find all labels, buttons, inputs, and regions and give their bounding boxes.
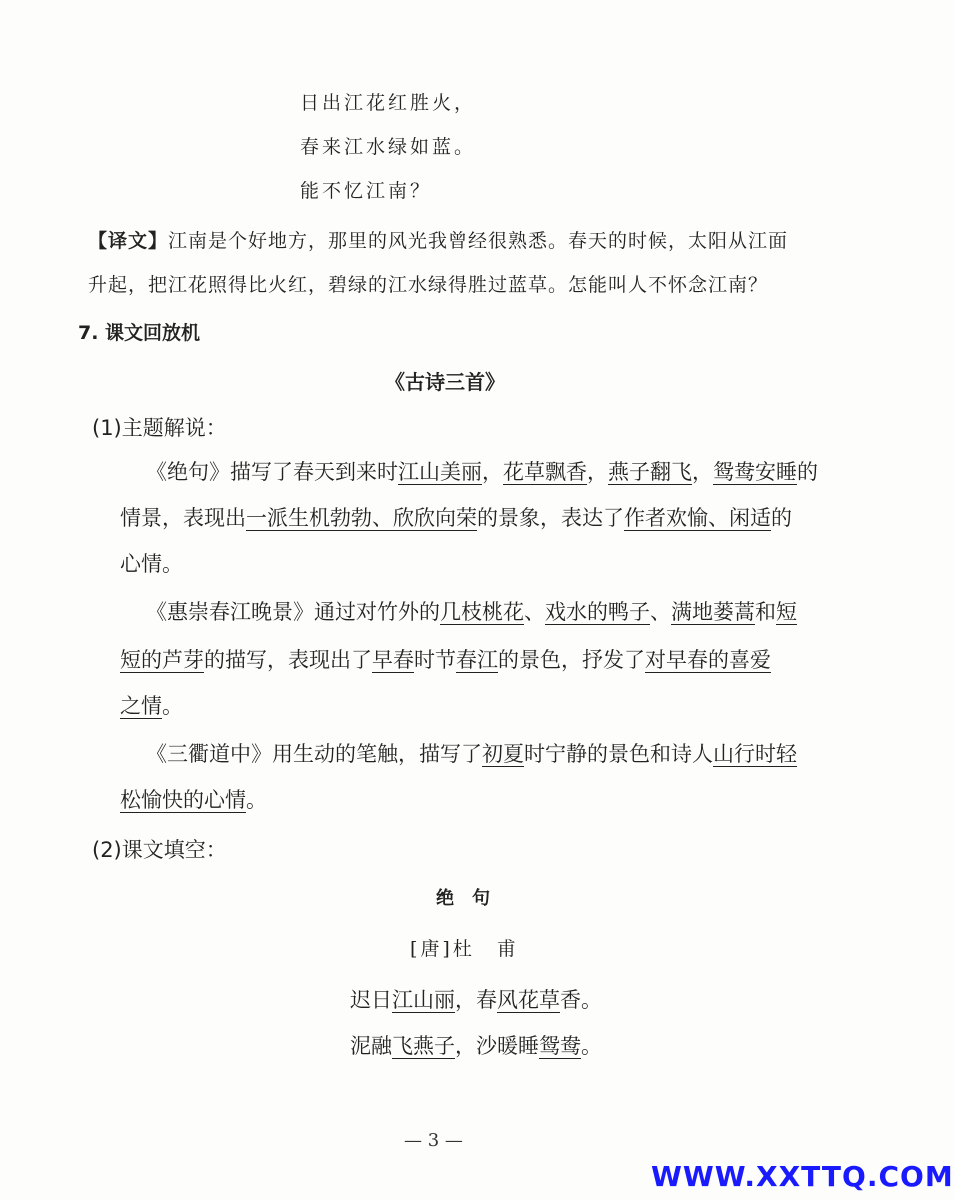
paragraph-1-line-3: 心情。 [120, 552, 183, 576]
translation-line-1: 【译文】江南是个好地方，那里的风光我曾经很熟悉。春天的时候，太阳从江面 [88, 230, 789, 252]
poem-fill-line-1: 迟日江山丽，春风花草香。 [350, 988, 602, 1012]
poem-line: 能不忆江南？ [300, 180, 433, 202]
section-heading: 7. 课文回放机 [78, 322, 201, 344]
theme-label: (1)主题解说： [92, 416, 227, 440]
paragraph-3-line-2: 松愉快的心情。 [120, 788, 267, 812]
poem-author: [唐]杜 甫 [410, 938, 519, 960]
poem-line: 春来江水绿如蓝。 [300, 136, 477, 158]
paragraph-2-line-3: 之情。 [120, 694, 183, 718]
paragraph-1-line-1: 《绝句》描写了春天到来时江山美丽，花草飘香，燕子翻飞，鸳鸯安睡的 [146, 460, 818, 484]
paragraph-2-line-2: 短的芦芽的描写，表现出了早春时节春江的景色，抒发了对早春的喜爱 [120, 648, 771, 672]
paragraph-1-line-2: 情景，表现出一派生机勃勃、欣欣向荣的景象，表达了作者欢愉、闲适的 [120, 506, 792, 530]
poem-title: 绝 句 [436, 888, 490, 909]
translation-label: 【译文】 [88, 230, 169, 252]
poem-line: 日出江花红胜火， [300, 92, 477, 114]
paragraph-2-line-1: 《惠崇春江晚景》通过对竹外的几枝桃花、戏水的鸭子、满地蒌蒿和短 [146, 600, 797, 624]
watermark-link[interactable]: WWW.XXTTQ.COM [651, 1160, 954, 1193]
paragraph-3-line-1: 《三衢道中》用生动的笔触，描写了初夏时宁静的景色和诗人山行时轻 [146, 742, 797, 766]
translation-line-2: 升起，把江花照得比火红，碧绿的江水绿得胜过蓝草。怎能叫人不怀念江南？ [88, 274, 769, 296]
fill-label: (2)课文填空： [92, 838, 227, 862]
page-number: — 3 — [404, 1130, 463, 1151]
poem-fill-line-2: 泥融飞燕子，沙暖睡鸳鸯。 [350, 1034, 602, 1058]
section-subtitle: 《古诗三首》 [385, 370, 505, 394]
